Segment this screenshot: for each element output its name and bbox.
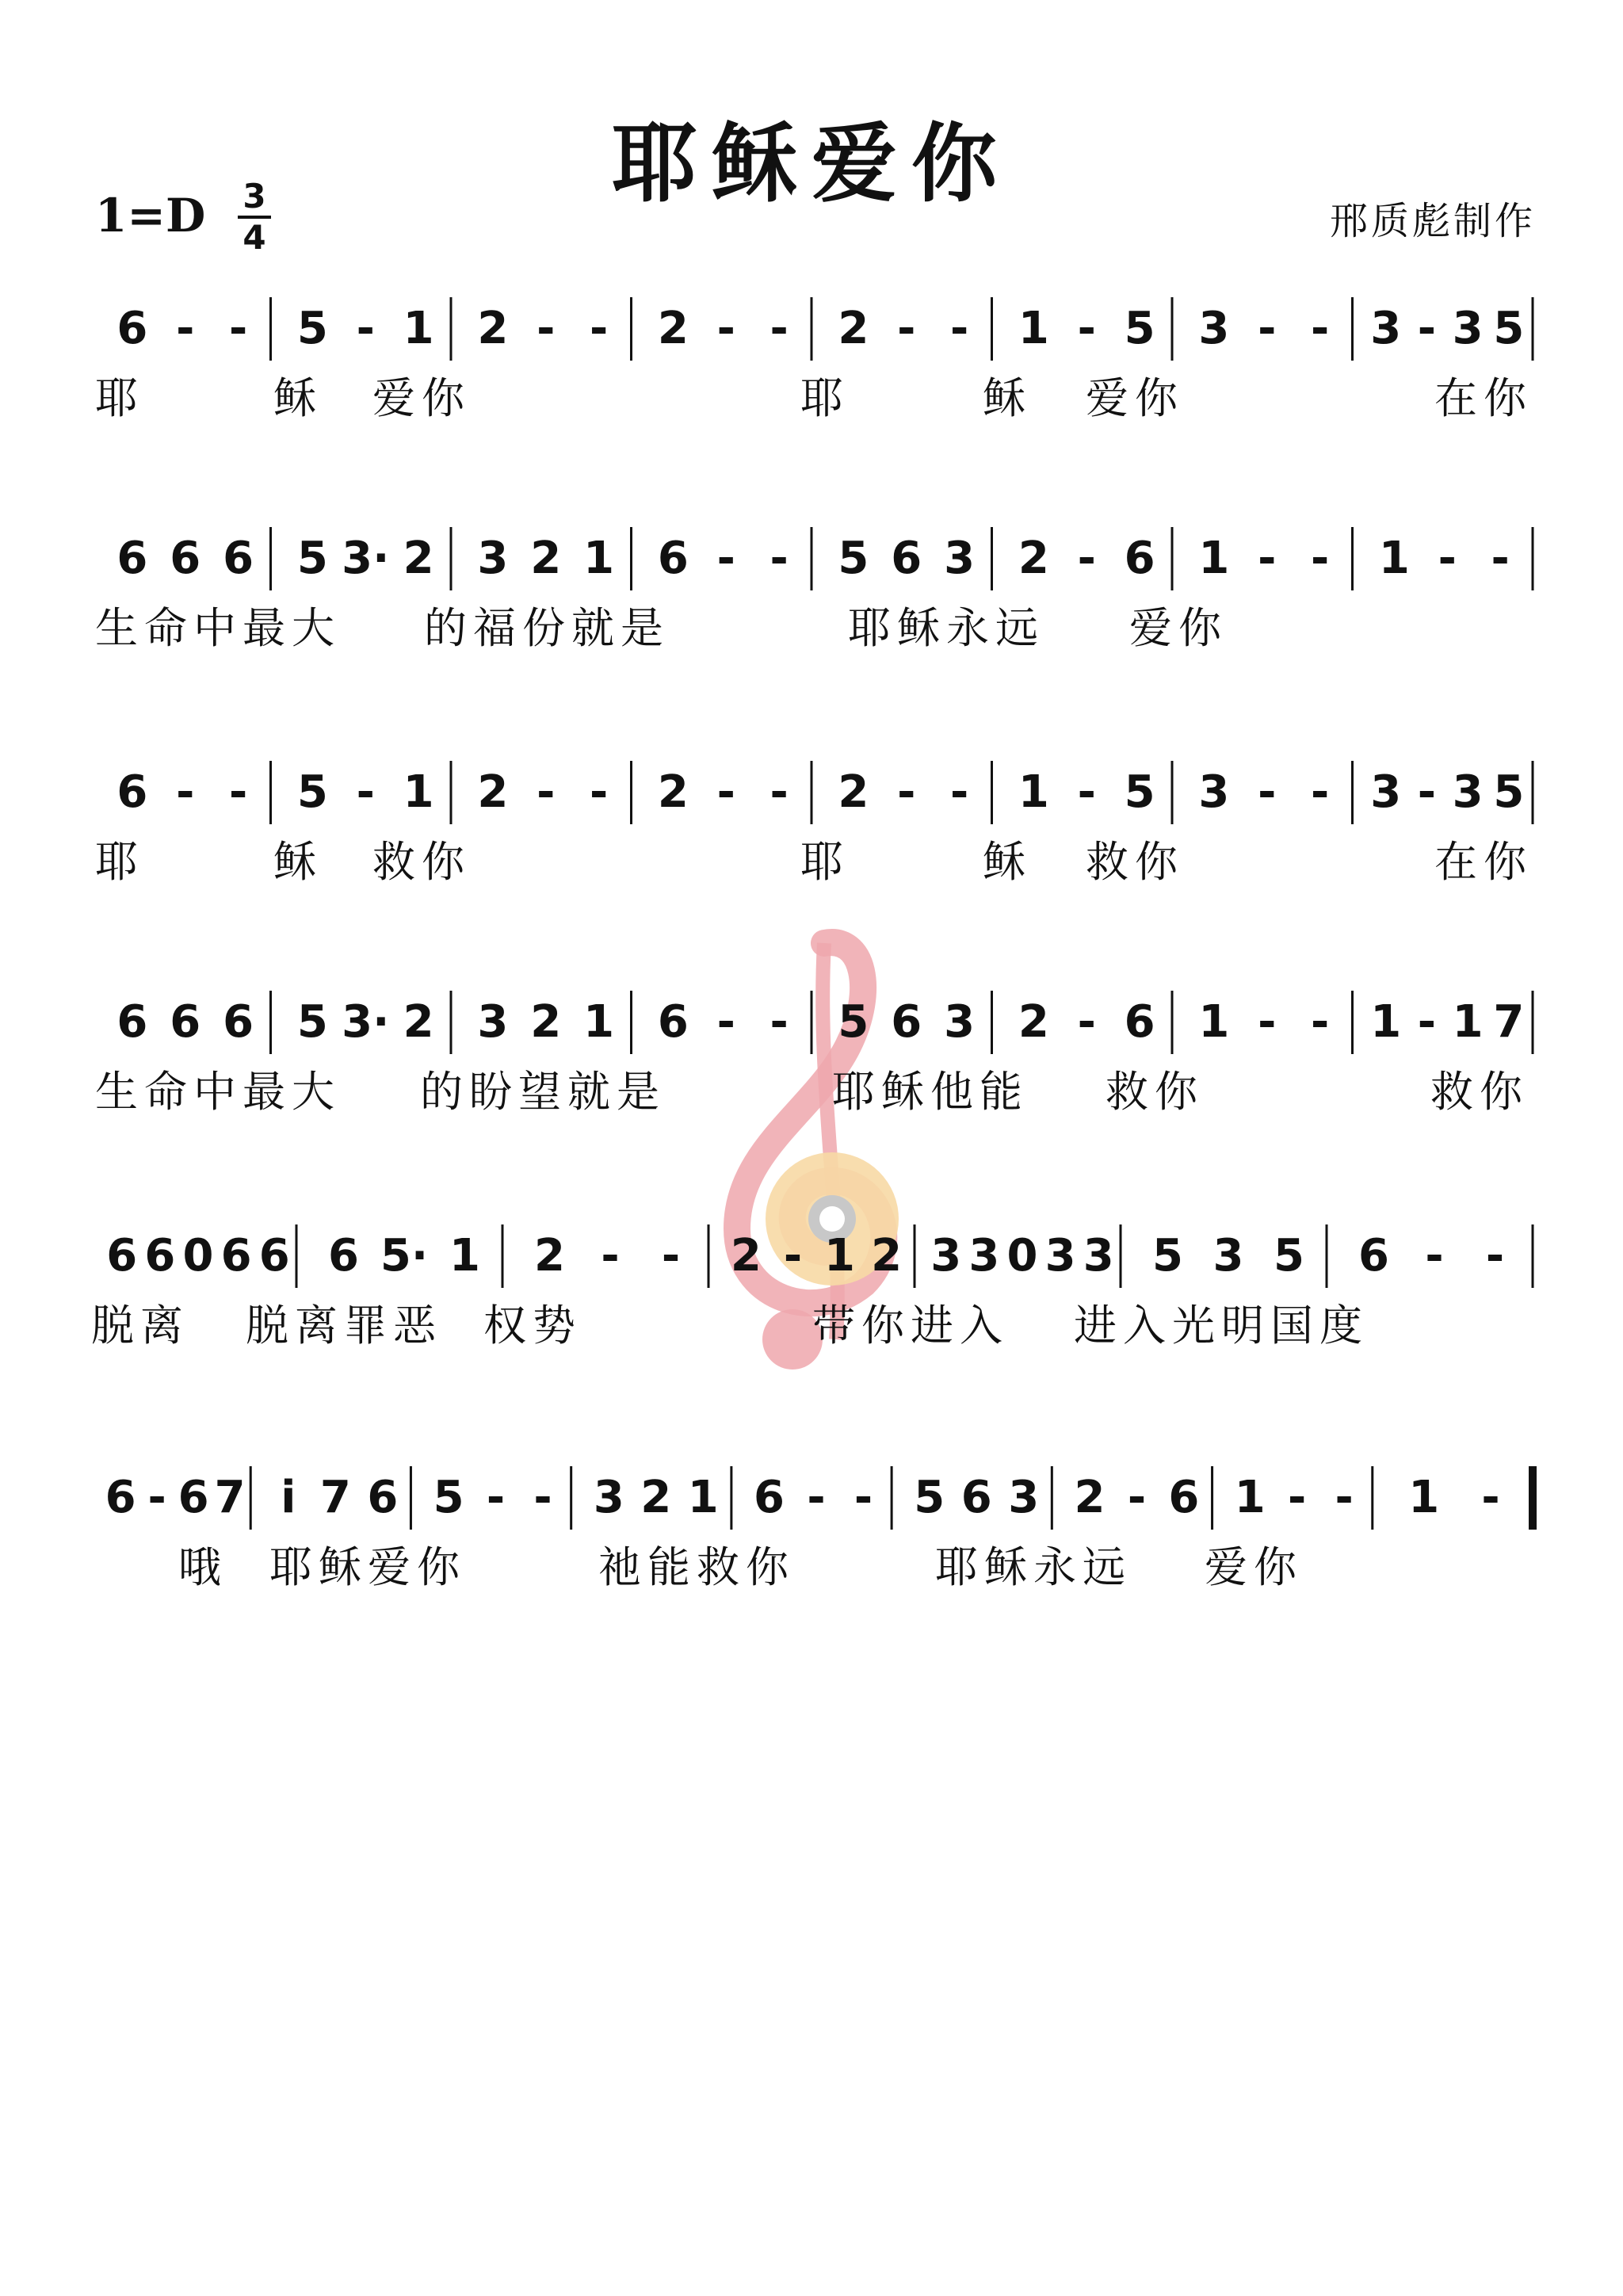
note: 1 xyxy=(1198,533,1230,584)
note: 3 xyxy=(1452,766,1484,818)
sustain-dash: - xyxy=(716,996,735,1048)
sustain-dash: - xyxy=(769,533,789,584)
sustain-dash: - xyxy=(854,1472,873,1523)
sustain-dash: - xyxy=(783,1230,803,1282)
note: 3 xyxy=(1044,1230,1076,1282)
lyric: 耶稣他能 xyxy=(832,1067,1029,1117)
note: 6 xyxy=(106,1230,138,1282)
sustain-dash: - xyxy=(486,1472,506,1523)
sustain-dash: - xyxy=(716,533,735,584)
sustain-dash: - xyxy=(147,1472,166,1523)
lyric: 的福份就是 xyxy=(424,603,670,653)
note: 6 xyxy=(178,1472,209,1523)
sustain-dash: - xyxy=(769,303,789,354)
note: 6 xyxy=(367,1472,399,1523)
note: 6 xyxy=(1124,533,1155,584)
note: 2 xyxy=(640,1472,672,1523)
note: 6 xyxy=(960,1472,992,1523)
note: 5 xyxy=(296,533,328,584)
lyric: 耶 xyxy=(800,373,850,423)
note: 6 xyxy=(328,1230,359,1282)
lyric: 爱你 xyxy=(1205,1542,1303,1592)
sustain-dash: - xyxy=(356,766,375,818)
note: 6 xyxy=(754,1472,785,1523)
sustain-dash: - xyxy=(1481,1472,1500,1523)
sustain-dash: - xyxy=(601,1230,620,1282)
note: 6 xyxy=(1168,1472,1200,1523)
lyric: 祂能救你 xyxy=(598,1542,795,1592)
note: 2 xyxy=(477,303,509,354)
sustain-dash: - xyxy=(229,766,248,818)
sustain-dash: - xyxy=(807,1472,826,1523)
note: 5 xyxy=(296,766,328,818)
bar-lines xyxy=(0,511,1623,606)
note: 3 xyxy=(1198,303,1230,354)
sustain-dash: - xyxy=(1491,533,1510,584)
sustain-dash: - xyxy=(1485,1230,1505,1282)
note: 3 xyxy=(1083,1230,1114,1282)
sustain-dash: - xyxy=(1077,996,1096,1048)
lyric: 耶稣爱你 xyxy=(269,1542,466,1592)
note: 5 xyxy=(1124,766,1155,818)
sustain-dash: - xyxy=(1311,996,1330,1048)
lyric: 在你 xyxy=(1434,837,1533,887)
lyric: 稣 xyxy=(273,373,323,423)
sustain-dash: - xyxy=(1077,303,1096,354)
note: 2 xyxy=(534,1230,565,1282)
note: 3 xyxy=(1212,1230,1244,1282)
note: 6 xyxy=(657,996,689,1048)
note: 2 xyxy=(530,996,562,1048)
note: 1 xyxy=(583,996,615,1048)
note: 3 xyxy=(1370,766,1402,818)
sustain-dash: - xyxy=(590,303,609,354)
note: 2 xyxy=(1074,1472,1106,1523)
lyric: 哦 xyxy=(178,1542,227,1592)
sustain-dash: - xyxy=(1258,766,1277,818)
sustain-dash: - xyxy=(1127,1472,1147,1523)
lyric: 生命中最大 xyxy=(95,603,341,653)
note: 2 xyxy=(838,766,869,818)
note: 1 xyxy=(403,766,434,818)
lyric: 耶稣永远 xyxy=(848,603,1044,653)
note: 5 xyxy=(838,996,869,1048)
bar-lines xyxy=(0,1450,1623,1545)
time-signature-bottom: 4 xyxy=(242,218,266,257)
note: 5 xyxy=(1493,766,1525,818)
note: 1 xyxy=(687,1472,719,1523)
sustain-dash: - xyxy=(1417,996,1437,1048)
note: 5 xyxy=(914,1472,945,1523)
note: 3 xyxy=(1198,766,1230,818)
note: 6 xyxy=(116,996,148,1048)
sustain-dash: - xyxy=(950,766,969,818)
note: 6 xyxy=(1358,1230,1389,1282)
note: 6 xyxy=(1124,996,1155,1048)
note: 7 xyxy=(1493,996,1525,1048)
note: 2 xyxy=(1018,533,1049,584)
sustain-dash: - xyxy=(356,303,375,354)
note: 1 xyxy=(1378,533,1410,584)
note: 6 xyxy=(170,533,201,584)
sustain-dash: - xyxy=(716,766,735,818)
lyric-line xyxy=(0,836,1623,900)
note: 7 xyxy=(319,1472,351,1523)
note: 5 xyxy=(1493,303,1525,354)
note: 3 xyxy=(944,996,976,1048)
lyric: 耶稣永远 xyxy=(935,1542,1132,1592)
sustain-dash: - xyxy=(1311,303,1330,354)
note: 6 xyxy=(116,303,148,354)
note: 6 xyxy=(891,533,922,584)
lyric: 耶 xyxy=(800,837,850,887)
note: 2 xyxy=(657,766,689,818)
sustain-dash: - xyxy=(176,303,195,354)
note: 1 xyxy=(1370,996,1402,1048)
sustain-dash: - xyxy=(229,303,248,354)
sustain-dash: - xyxy=(1077,766,1096,818)
note: 1 xyxy=(1018,766,1049,818)
lyric: 稣 xyxy=(983,373,1032,423)
bar-lines xyxy=(0,975,1623,1070)
sustain-dash: - xyxy=(1417,303,1437,354)
sustain-dash: - xyxy=(1417,766,1437,818)
lyric: 稣 xyxy=(983,837,1032,887)
note: 3 xyxy=(477,533,509,584)
note: 3 xyxy=(944,533,976,584)
note: 1 xyxy=(403,303,434,354)
sustain-dash: - xyxy=(176,766,195,818)
lyric: 耶 xyxy=(95,837,144,887)
note: 5· xyxy=(380,1230,429,1282)
sustain-dash: - xyxy=(1425,1230,1444,1282)
key-signature: 1=D xyxy=(95,189,206,243)
note: 3 xyxy=(1008,1472,1040,1523)
lyric: 脱离 xyxy=(91,1301,189,1350)
lyric: 救你 xyxy=(1430,1067,1529,1117)
sustain-dash: - xyxy=(769,996,789,1048)
note: 3 xyxy=(477,996,509,1048)
sustain-dash: - xyxy=(1288,1472,1307,1523)
note: 2 xyxy=(1018,996,1049,1048)
sustain-dash: - xyxy=(1438,533,1457,584)
bar-lines xyxy=(0,745,1623,840)
lyric: 生命中最大 xyxy=(95,1067,341,1117)
lyric-line xyxy=(0,1066,1623,1129)
note: 3· xyxy=(342,533,390,584)
sustain-dash: - xyxy=(1311,766,1330,818)
sustain-dash: - xyxy=(533,1472,552,1523)
note: 6 xyxy=(144,1230,176,1282)
bar-lines xyxy=(0,281,1623,376)
note: 5 xyxy=(838,533,869,584)
note: 6 xyxy=(223,533,254,584)
note: 6 xyxy=(220,1230,252,1282)
lyric: 爱你 xyxy=(1086,373,1184,423)
note: 6 xyxy=(116,766,148,818)
lyric: 爱你 xyxy=(1129,603,1228,653)
song-title: 耶稣爱你 xyxy=(611,114,1011,214)
lyric: 权势 xyxy=(483,1301,582,1350)
sustain-dash: - xyxy=(537,766,556,818)
sustain-dash: - xyxy=(950,303,969,354)
note: 6 xyxy=(105,1472,136,1523)
note: 1 xyxy=(1234,1472,1266,1523)
note: 2 xyxy=(403,533,434,584)
sustain-dash: - xyxy=(1258,533,1277,584)
note: 2 xyxy=(403,996,434,1048)
note: 7 xyxy=(214,1472,246,1523)
lyric: 进入光明国度 xyxy=(1074,1301,1369,1350)
note: 5 xyxy=(296,996,328,1048)
note: 1 xyxy=(1452,996,1484,1048)
note: 5 xyxy=(296,303,328,354)
note: 2 xyxy=(657,303,689,354)
note: 2 xyxy=(838,303,869,354)
note: i xyxy=(281,1472,296,1523)
note: 1 xyxy=(583,533,615,584)
note: 6 xyxy=(891,996,922,1048)
time-signature xyxy=(235,179,274,255)
note: 1 xyxy=(1018,303,1049,354)
lyric: 稣 xyxy=(273,837,323,887)
sustain-dash: - xyxy=(769,766,789,818)
bar-lines xyxy=(0,1209,1623,1304)
sustain-dash: - xyxy=(661,1230,681,1282)
note: 2 xyxy=(530,533,562,584)
note: 0 xyxy=(182,1230,214,1282)
lyric-line xyxy=(0,602,1623,666)
note: 3 xyxy=(930,1230,962,1282)
note: 3 xyxy=(593,1472,624,1523)
note: 3 xyxy=(968,1230,1000,1282)
note: 1 xyxy=(449,1230,480,1282)
sustain-dash: - xyxy=(897,303,916,354)
note: 2 xyxy=(477,766,509,818)
note: 2 xyxy=(730,1230,762,1282)
lyric: 救你 xyxy=(372,837,471,887)
note: 5 xyxy=(1152,1230,1183,1282)
note: 3· xyxy=(342,996,390,1048)
note: 3 xyxy=(1452,303,1484,354)
note: 1 xyxy=(1198,996,1230,1048)
note: 1 xyxy=(824,1230,856,1282)
sustain-dash: - xyxy=(1311,533,1330,584)
lyric-line xyxy=(0,1541,1623,1605)
note: 1 xyxy=(1408,1472,1440,1523)
arranger-credit: 邢质彪制作 xyxy=(1329,199,1536,243)
sustain-dash: - xyxy=(1258,303,1277,354)
lyric: 耶 xyxy=(95,373,144,423)
sustain-dash: - xyxy=(1258,996,1277,1048)
lyric-line xyxy=(0,372,1623,436)
lyric-line xyxy=(0,1300,1623,1363)
note: 6 xyxy=(116,533,148,584)
sustain-dash: - xyxy=(537,303,556,354)
lyric: 救你 xyxy=(1086,837,1184,887)
lyric: 在你 xyxy=(1434,373,1533,423)
lyric: 救你 xyxy=(1106,1067,1204,1117)
note: 5 xyxy=(433,1472,464,1523)
lyric: 爱你 xyxy=(372,373,471,423)
sustain-dash: - xyxy=(716,303,735,354)
lyric: 带你进入 xyxy=(812,1301,1009,1350)
note: 5 xyxy=(1273,1230,1304,1282)
sustain-dash: - xyxy=(1335,1472,1354,1523)
lyric: 脱离罪恶 xyxy=(246,1301,442,1350)
sustain-dash: - xyxy=(1077,533,1096,584)
note: 6 xyxy=(258,1230,290,1282)
time-signature-top: 3 xyxy=(242,177,266,216)
sustain-dash: - xyxy=(897,766,916,818)
note: 5 xyxy=(1124,303,1155,354)
lyric: 的盼望就是 xyxy=(420,1067,666,1117)
note: 6 xyxy=(223,996,254,1048)
note: 0 xyxy=(1006,1230,1038,1282)
note: 3 xyxy=(1370,303,1402,354)
sustain-dash: - xyxy=(590,766,609,818)
note: 6 xyxy=(657,533,689,584)
note: 2 xyxy=(871,1230,903,1282)
note: 6 xyxy=(170,996,201,1048)
